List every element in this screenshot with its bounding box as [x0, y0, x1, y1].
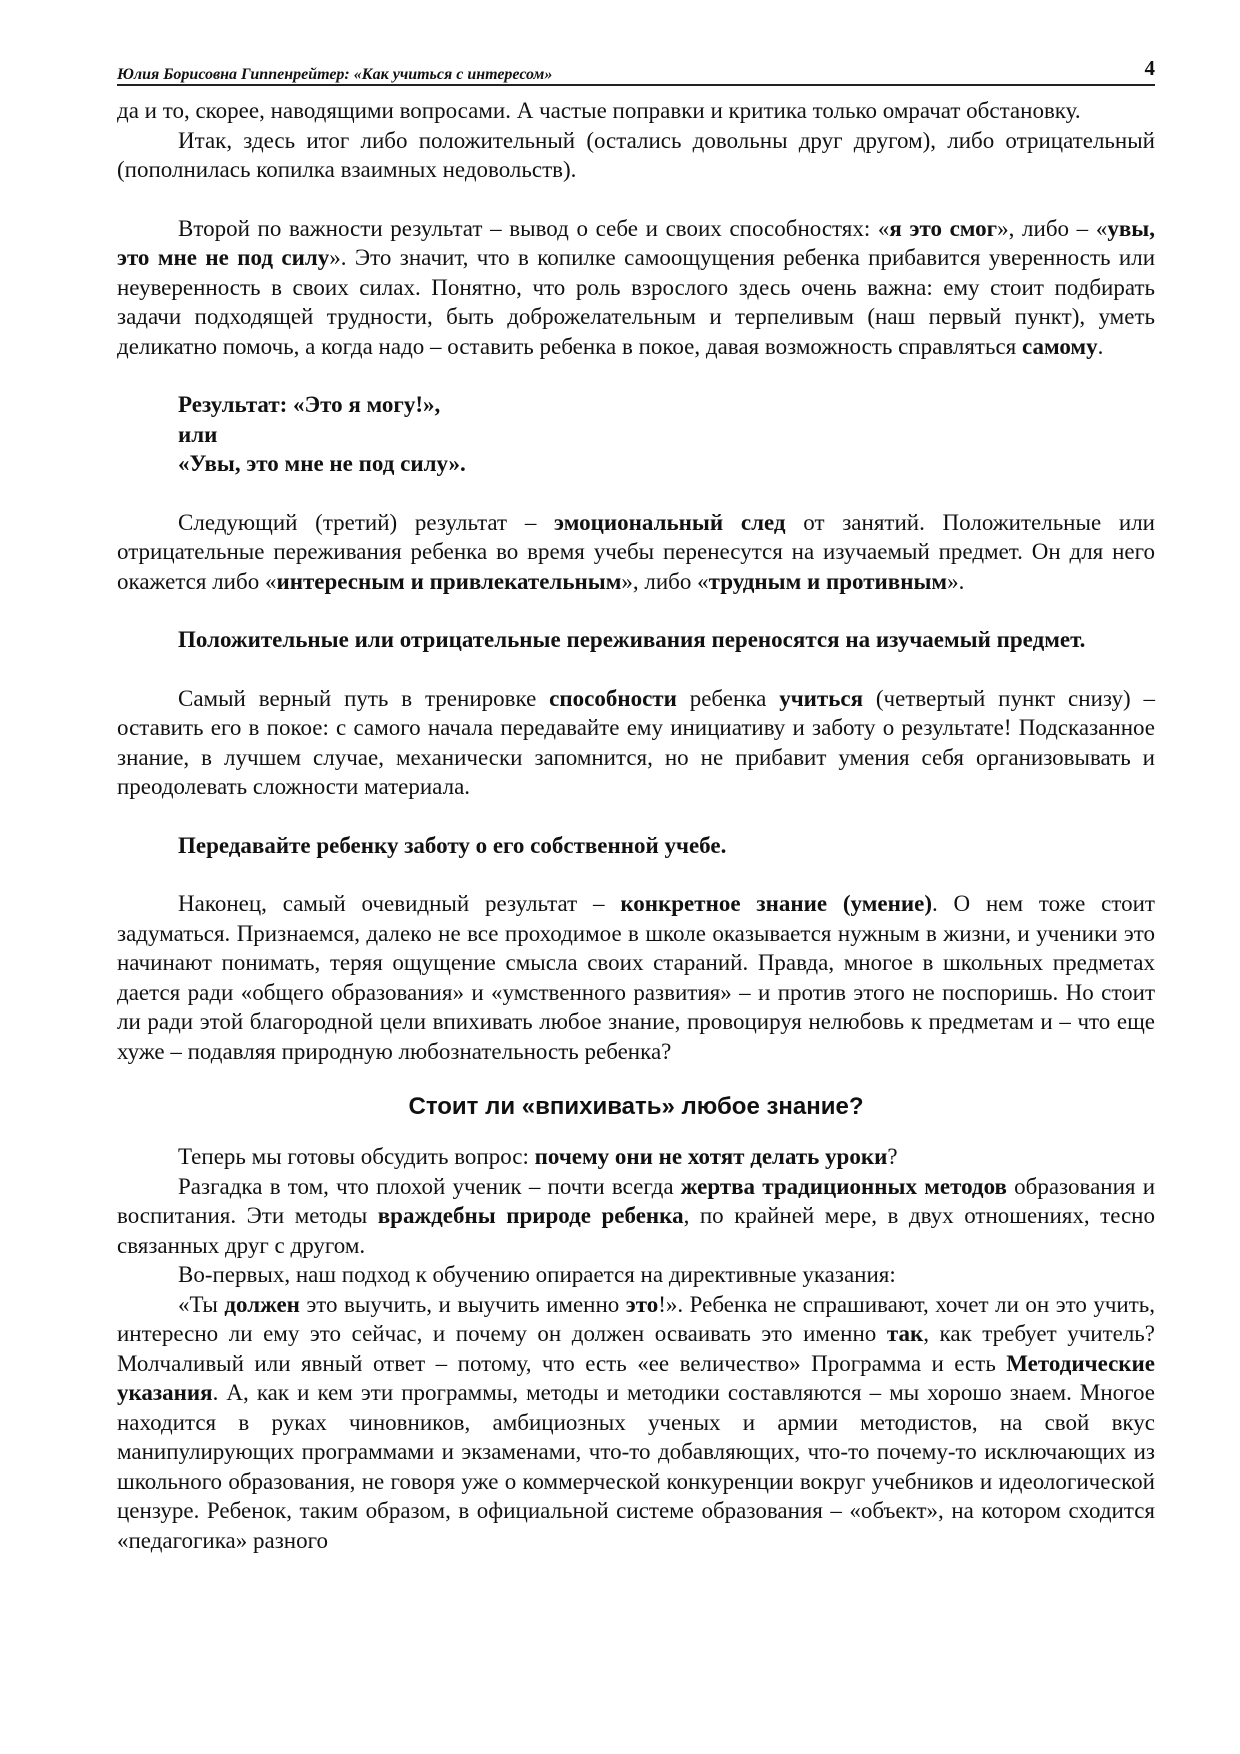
- text-run: , по крайней мере, в двух отношениях, тесно связанных друг с другом.: [117, 1203, 1155, 1258]
- page-body: [117, 96, 1155, 1555]
- bold-run: способности: [549, 685, 677, 711]
- text-run: », либо – «: [997, 215, 1108, 241]
- bold-run: эмоциональный след: [554, 509, 786, 535]
- section-heading: Стоит ли «впихивать» любое знание?: [408, 1093, 864, 1120]
- text-run: от занятий. Положительные или отрицательные переживания ребенка во время учебы перенесутся на изучаемый предмет. Он для него окажется либо «: [117, 509, 1155, 594]
- paragraph-4: [117, 508, 1155, 597]
- paragraph-1: да и то, скорее, наводящими вопросами. А частые поправки и критика только омрачат обстановку.: [117, 98, 1081, 123]
- bold-run: увы, это мне не под силу: [117, 215, 1155, 270]
- bold-run: самому: [1022, 333, 1098, 359]
- callout-line: Результат: «Это я могу!»,: [178, 392, 441, 417]
- paragraph-8: [117, 1172, 1155, 1261]
- bold-run: Методические указания: [117, 1350, 1155, 1405]
- callout-result: [178, 390, 1155, 479]
- paragraph-6: [117, 889, 1155, 1066]
- paragraph-9: Во-первых, наш подход к обучению опирается на директивные указания:: [178, 1262, 896, 1287]
- running-header: [117, 56, 1155, 86]
- paragraph-5: [117, 684, 1155, 802]
- callout-responsibility: Передавайте ребенку заботу о его собственной учебе.: [178, 832, 727, 858]
- text-run: Самый верный путь в тренировке: [178, 685, 550, 711]
- text-run: . А, как и кем эти программы, методы и методики составляются – мы хорошо знаем. Многое находится в руках чиновников, амбициозных ученых и армии методистов, на свой вкус манипулирующих программами и экзаменами, что-то добавляющих, что-то почему-то исключающих из школьного образования, не говоря уже о коммерческой конкуренции вокруг учебников и идеологической цензуре. Ребенок, таким образом, в официальной системе образования – «объект», на котором сходится «педагогика» разного: [117, 1380, 1155, 1553]
- bold-run: должен: [224, 1291, 300, 1317]
- page-number: 4: [1144, 56, 1155, 80]
- bold-run: конкретное знание (умение): [620, 891, 932, 916]
- text-run: Теперь мы готовы обсудить вопрос:: [178, 1144, 535, 1169]
- text-run: (четвертый пункт снизу) – оставить его в покое: с самого начала передавайте ему инициативу и заботу о результате! Подсказанное знание, в лучшем случае, механически запомнится, но не прибавит умения себя организовывать и преодолевать сложности материала.: [117, 685, 1155, 799]
- bold-run: я это смог: [889, 215, 998, 241]
- text-run: ?: [887, 1144, 898, 1169]
- text-run: ребенка: [676, 685, 780, 711]
- text-run: образования и воспитания. Эти методы: [117, 1173, 1156, 1228]
- text-run: Наконец, самый очевидный результат –: [178, 891, 621, 916]
- bold-run: это: [625, 1291, 659, 1317]
- text-run: Следующий (третий) результат –: [178, 509, 555, 535]
- paragraph-3: [117, 214, 1155, 362]
- text-run: Разгадка в том, что плохой ученик – почти всегда: [178, 1173, 681, 1199]
- text-run: это выучить, и выучить именно: [299, 1291, 626, 1317]
- callout-line: или: [178, 421, 218, 447]
- text-run: ». Это значит, что в копилке самоощущения ребенка прибавится уверенность или неуверенность в своих силах. Понятно, что роль взрослого здесь очень важна: ему стоит подбирать задачи подходящей трудности, быть доброжелательным и терпеливым (наш первый пункт), уметь деликатно помочь, а когда надо – оставить ребенка в покое, давая возможность справляться: [117, 245, 1155, 359]
- bold-run: жертва традиционных методов: [680, 1173, 1007, 1199]
- text-run: «Ты: [178, 1291, 225, 1317]
- text-run: », либо «: [621, 568, 709, 594]
- callout-experiences: Положительные или отрицательные переживания переносятся на изучаемый предмет.: [178, 627, 1086, 652]
- bold-run: так: [886, 1321, 924, 1346]
- text-run: , как требует учитель? Молчаливый или явный ответ – потому, что есть «ее величество» Программа и есть: [117, 1321, 1156, 1376]
- paragraph-10: [117, 1290, 1155, 1556]
- text-run: ».: [947, 568, 965, 594]
- paragraph-7: [117, 1142, 1155, 1172]
- bold-run: почему они не хотят делать уроки: [534, 1144, 888, 1169]
- paragraph-2: Итак, здесь итог либо положительный (остались довольны друг другом), либо отрицательный (пополнилась копилка взаимных недовольств).: [117, 127, 1155, 182]
- callout-line: «Увы, это мне не под силу».: [178, 451, 466, 476]
- text-run: .: [1097, 333, 1104, 359]
- bold-run: трудным и противным: [708, 568, 948, 594]
- bold-run: враждебны природе ребенка: [377, 1203, 684, 1228]
- text-run: . О нем тоже стоит задуматься. Признаемся, далеко не все проходимое в школе оказывается нужным в жизни, и ученики это начинают понимать, теряя ощущение смысла своих стараний. Правда, многое в школьных предметах дается ради «общего образования» и «умственного развития» – и против этого не поспоришь. Но стоит ли ради этой благородной цели впихивать любое знание, провоцируя нелюбовь к предметам и – что еще хуже – подавляя природную любознательность ребенка?: [117, 891, 1155, 1064]
- text-run: !». Ребенка не спрашивают, хочет ли он это учить, интересно ли ему это сейчас, и почему он должен осваивать это именно: [117, 1291, 1155, 1346]
- text-run: Второй по важности результат – вывод о себе и своих способностях: «: [178, 215, 890, 241]
- bold-run: интересным и привлекательным: [276, 568, 622, 594]
- header-title: Юлия Борисовна Гиппенрейтер: «Как учиться с интересом»: [117, 66, 553, 83]
- bold-run: учиться: [779, 685, 864, 711]
